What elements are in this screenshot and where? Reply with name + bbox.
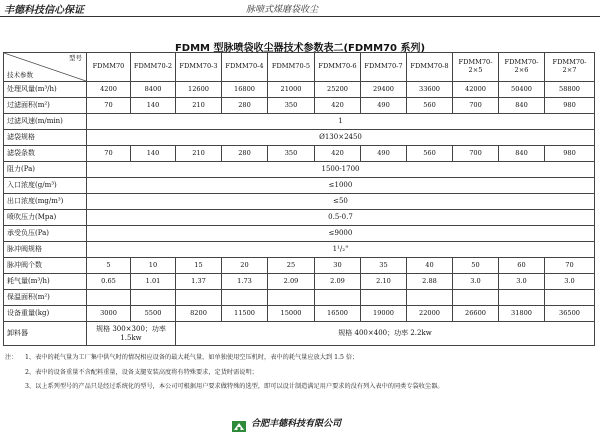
table-row: [4, 130, 595, 146]
table-row: [4, 178, 595, 194]
row-label: 滤袋规格: [4, 130, 87, 146]
value-cell: 25200: [315, 82, 361, 98]
note-3: [5, 381, 597, 390]
table-row: [4, 162, 595, 178]
corner-param-label: 技术参数: [7, 70, 33, 79]
model-header-cell: FDMM70-5: [268, 53, 315, 82]
value-cell: 420: [315, 98, 361, 114]
note-1: [5, 352, 597, 361]
company-name: 合肥丰德科技有限公司: [251, 419, 342, 429]
value-cell: 2.09: [315, 274, 361, 290]
merged-value-cell: 0.5-0.7: [87, 210, 595, 226]
row-label: 保温面积(m²): [4, 290, 87, 306]
value-cell: 50400: [499, 82, 545, 98]
value-cell: 350: [268, 146, 315, 162]
value-cell: 700: [453, 98, 499, 114]
row-label: 卸料器: [4, 322, 87, 346]
value-cell: [315, 290, 361, 306]
value-cell: 11500: [222, 306, 268, 322]
value-cell: 40: [407, 258, 453, 274]
model-header-cell: FDMM70-2×6: [499, 53, 545, 82]
table-row-models: [4, 53, 595, 82]
model-header-cell: FDMM70-2: [131, 53, 176, 82]
value-cell: 560: [407, 146, 453, 162]
value-cell: 840: [499, 98, 545, 114]
value-cell: [407, 290, 453, 306]
value-cell: [176, 290, 222, 306]
value-cell: 3.0: [499, 274, 545, 290]
row-label: 喷吹压力(Mpa): [4, 210, 87, 226]
corner-cell: [4, 53, 87, 82]
table-row: [4, 114, 595, 130]
corner-model-label: 型号: [69, 54, 82, 62]
value-cell: 2.09: [268, 274, 315, 290]
value-cell: 50: [453, 258, 499, 274]
value-cell: 5: [87, 258, 131, 274]
value-cell: 3.0: [453, 274, 499, 290]
value-cell: 140: [131, 98, 176, 114]
value-cell: 210: [176, 98, 222, 114]
footer: [232, 412, 342, 429]
table-row: [4, 290, 595, 306]
row-label: 滤袋条数: [4, 146, 87, 162]
page-header: [0, 0, 600, 18]
value-cell: 26600: [453, 306, 499, 322]
value-cell: 3000: [87, 306, 131, 322]
note-text: 2、表中的设备重量不含配料重量，设备支腿安装高度将有特殊要求，定货时需说明；: [25, 369, 258, 376]
slogan: 丰德科技信心保证: [4, 5, 84, 16]
value-cell: 210: [176, 146, 222, 162]
value-cell: [87, 290, 131, 306]
value-cell: 60: [499, 258, 545, 274]
value-cell: 36500: [545, 306, 595, 322]
table-row: [4, 322, 595, 346]
merged-value-cell: 1: [87, 114, 595, 130]
row-label: 脉冲阀个数: [4, 258, 87, 274]
value-cell: 22000: [407, 306, 453, 322]
value-cell: 5500: [131, 306, 176, 322]
value-cell: 15000: [268, 306, 315, 322]
table-row: [4, 82, 595, 98]
note-text: 1、表中的耗气量为工厂集中供气时的情况相应设备的最大耗气量，如单独使用空压机时，表中的耗气量应放大到 1.5 倍；: [25, 354, 359, 361]
value-cell: [361, 290, 407, 306]
row-label: 阻力(Pa): [4, 162, 87, 178]
model-header-cell: FDMM70-4: [222, 53, 268, 82]
merged-value-cell: ≤1000: [87, 178, 595, 194]
value-cell: 29400: [361, 82, 407, 98]
model-header-cell: FDMM70: [87, 53, 131, 82]
model-header-cell: FDMM70-2×5: [453, 53, 499, 82]
value-cell: 70: [545, 258, 595, 274]
note-2: [5, 367, 597, 376]
value-cell: 420: [315, 146, 361, 162]
row-label: 出口浓度(mg/m³): [4, 194, 87, 210]
value-cell: [499, 290, 545, 306]
value-cell: 12600: [176, 82, 222, 98]
table-row: [4, 210, 595, 226]
value-cell: 42000: [453, 82, 499, 98]
table-title: FDMM 型脉喷袋收尘器技术参数表二(FDMM70 系列): [174, 43, 426, 54]
row-label: 过滤风速(m/min): [4, 114, 87, 130]
value-cell: 33600: [407, 82, 453, 98]
note-text: 3、以上系列型号的产品只是经过系统化的型号，本公司可根据用户要求做特殊的选型，即可以设计制造满足用户要求的没有列入表中的同类专袋收尘器。: [25, 383, 444, 390]
merged-value-cell: Ø130×2450: [87, 130, 595, 146]
value-cell: 4200: [87, 82, 131, 98]
row-label: 设备重量(kg): [4, 306, 87, 322]
value-cell: 140: [131, 146, 176, 162]
value-cell: 8400: [131, 82, 176, 98]
value-cell: 350: [268, 98, 315, 114]
spec-table: [3, 52, 595, 346]
table-row: [4, 258, 595, 274]
merged-value-cell: 1¹/₂": [87, 242, 595, 258]
value-cell: 19000: [361, 306, 407, 322]
value-cell: 980: [545, 146, 595, 162]
unloader-small-spec: 规格 300×300；功率 1.5kw: [87, 322, 176, 346]
value-cell: 8200: [176, 306, 222, 322]
value-cell: 560: [407, 98, 453, 114]
value-cell: 840: [499, 146, 545, 162]
table-row: [4, 194, 595, 210]
merged-value-cell: ≤50: [87, 194, 595, 210]
value-cell: 70: [87, 98, 131, 114]
row-label: 过滤面积(m²): [4, 98, 87, 114]
value-cell: 70: [87, 146, 131, 162]
value-cell: 280: [222, 98, 268, 114]
value-cell: 30: [315, 258, 361, 274]
value-cell: 31800: [499, 306, 545, 322]
value-cell: 490: [361, 146, 407, 162]
row-label: 脉冲阀规格: [4, 242, 87, 258]
value-cell: [222, 290, 268, 306]
row-label: 耗气量(m³/h): [4, 274, 87, 290]
value-cell: 0.65: [87, 274, 131, 290]
value-cell: 2.10: [361, 274, 407, 290]
merged-value-cell: 1500-1700: [87, 162, 595, 178]
model-header-cell: FDMM70-6: [315, 53, 361, 82]
value-cell: 58800: [545, 82, 595, 98]
company-logo-icon: [232, 417, 246, 428]
value-cell: [131, 290, 176, 306]
value-cell: 16500: [315, 306, 361, 322]
value-cell: [453, 290, 499, 306]
value-cell: 1.37: [176, 274, 222, 290]
row-label: 处理风量(m³/h): [4, 82, 87, 98]
model-header-cell: FDMM70-7: [361, 53, 407, 82]
value-cell: 16800: [222, 82, 268, 98]
model-header-cell: FDMM70-2×7: [545, 53, 595, 82]
product-name: 脉喷式煤磨袋收尘: [246, 5, 319, 15]
value-cell: 490: [361, 98, 407, 114]
table-row: [4, 146, 595, 162]
header-rule: [0, 16, 600, 17]
model-header-cell: FDMM70-8: [407, 53, 453, 82]
spec-table-body: [4, 53, 595, 346]
notes-heading: 注：: [5, 354, 18, 361]
row-label: 承受负压(Pa): [4, 226, 87, 242]
unloader-large-spec: 规格 400×400；功率 2.2kw: [176, 322, 595, 346]
value-cell: 280: [222, 146, 268, 162]
merged-value-cell: ≤9000: [87, 226, 595, 242]
value-cell: 35: [361, 258, 407, 274]
value-cell: 20: [222, 258, 268, 274]
value-cell: 2.88: [407, 274, 453, 290]
table-row: [4, 306, 595, 322]
value-cell: 700: [453, 146, 499, 162]
table-row: [4, 274, 595, 290]
value-cell: 21000: [268, 82, 315, 98]
value-cell: [268, 290, 315, 306]
value-cell: 25: [268, 258, 315, 274]
model-header-cell: FDMM70-3: [176, 53, 222, 82]
value-cell: 3.0: [545, 274, 595, 290]
value-cell: [545, 290, 595, 306]
row-label: 入口浓度(g/m³): [4, 178, 87, 194]
value-cell: 10: [131, 258, 176, 274]
value-cell: 980: [545, 98, 595, 114]
table-row: [4, 242, 595, 258]
table-row: [4, 226, 595, 242]
value-cell: 1.01: [131, 274, 176, 290]
value-cell: 1.73: [222, 274, 268, 290]
value-cell: 15: [176, 258, 222, 274]
table-row: [4, 98, 595, 114]
